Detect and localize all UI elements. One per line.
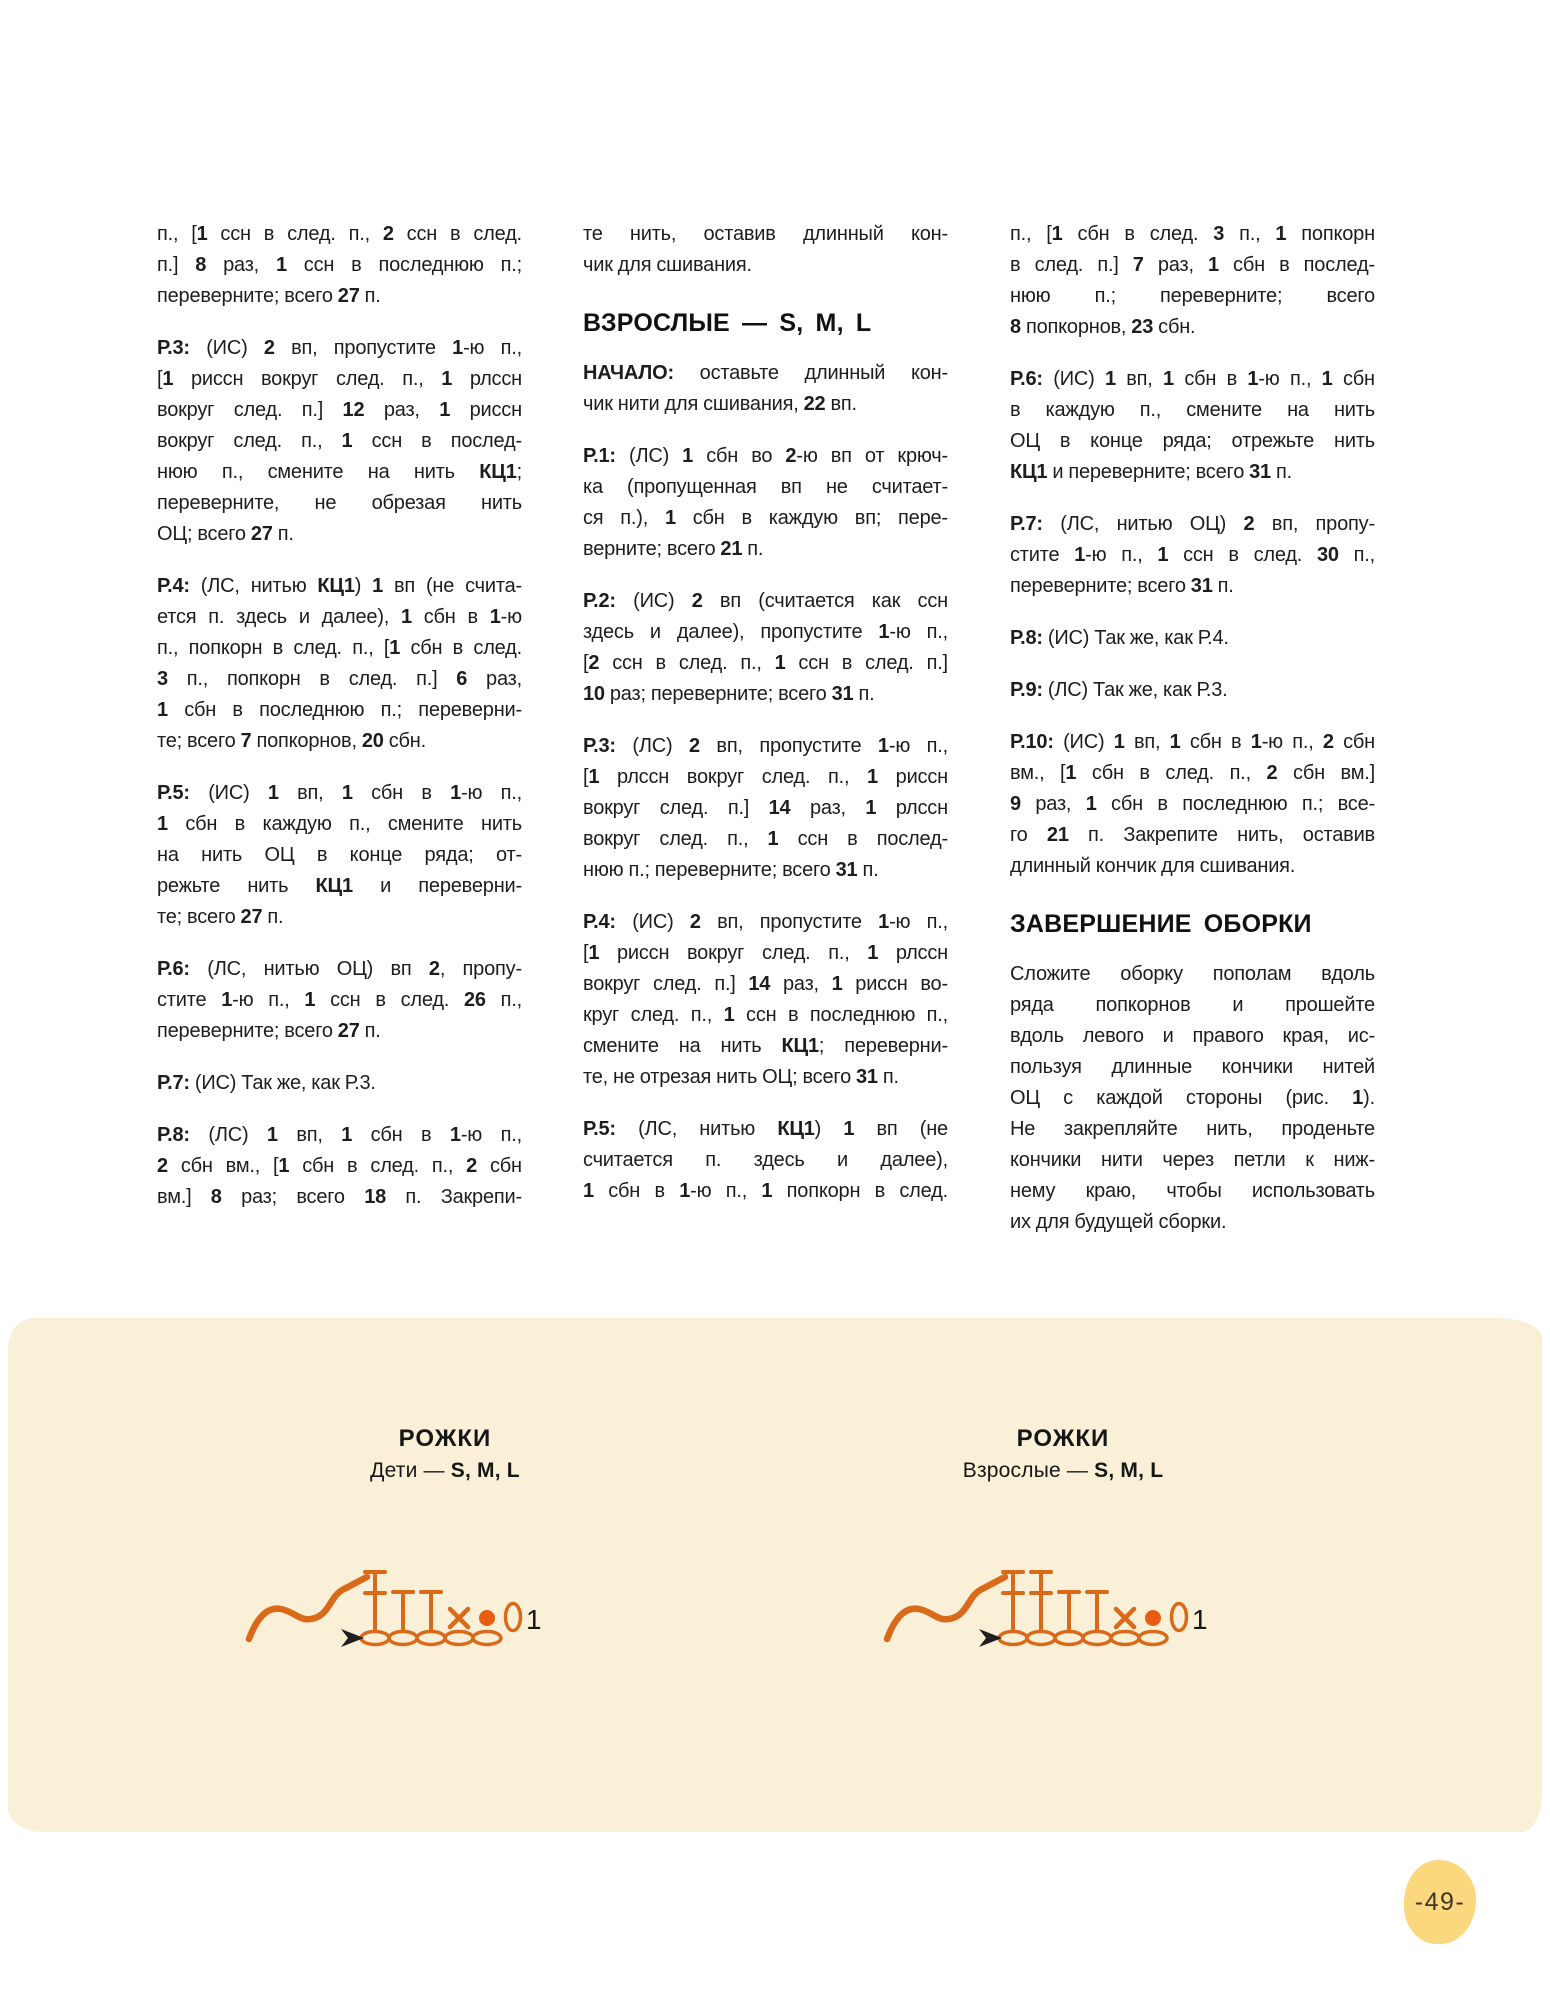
text-line: [1 риссн вокруг след. п., 1 рлссн [583, 942, 948, 964]
text-line: п., попкорн в след. п., [1 сбн в след. [157, 637, 522, 659]
subtitle-sizes: S, M, L [1094, 1459, 1164, 1482]
paragraph [157, 575, 522, 761]
half-double-crochet-symbol [393, 1592, 413, 1630]
text-line: КЦ1 и переверните; всего 31 п. [1010, 461, 1292, 483]
double-crochet-symbol [1031, 1572, 1051, 1630]
text-line: 1 сбн в 1-ю п., 1 попкорн в след. [583, 1180, 948, 1202]
subtitle-sizes: S, M, L [450, 1459, 520, 1482]
text-line: в каждую п., смените на нить [1010, 399, 1375, 421]
chain-stitch-symbol [445, 1632, 473, 1645]
text-line: Сложите оборку пополам вдоль [1010, 963, 1375, 985]
text-column-1 [157, 223, 522, 1238]
paragraph [583, 590, 948, 714]
text-line: те; всего 7 попкорнов, 20 сбн. [157, 730, 426, 752]
single-crochet-symbol [1116, 1609, 1134, 1627]
paragraph [1010, 963, 1375, 1242]
text-line: вокруг след. п.] 14 раз, 1 риссн во- [583, 973, 948, 995]
text-line: п., [1 ссн в след. п., 2 ссн в след. [157, 223, 522, 245]
text-line: Р.3: (ЛС) 2 вп, пропустите 1-ю п., [583, 735, 948, 757]
chain-stitch-symbol [1027, 1632, 1055, 1645]
half-double-crochet-symbol [1059, 1592, 1079, 1630]
crochet-chart [241, 1525, 601, 1665]
text-line: вокруг след. п., 1 ссн в послед- [157, 430, 522, 452]
text-line: Р.4: (ИС) 2 вп, пропустите 1-ю п., [583, 911, 948, 933]
text-line: 2 сбн вм., [1 сбн в след. п., 2 сбн [157, 1155, 522, 1177]
text-line: 9 раз, 1 сбн в последнюю п.; все- [1010, 793, 1375, 815]
text-line: длинный кончик для сшивания. [1010, 855, 1296, 877]
row-number: 1 [526, 1604, 542, 1635]
text-line: [1 риссн вокруг след. п., 1 рлссн [157, 368, 522, 390]
text-line: 10 раз; переверните; всего 31 п. [583, 683, 875, 705]
crochet-chart [879, 1525, 1239, 1665]
turning-chain-symbol [506, 1604, 521, 1631]
text-line: вдоль левого и правого края, ис- [1010, 1025, 1375, 1047]
text-line: те; всего 27 п. [157, 906, 284, 928]
text-line: переверните; всего 27 п. [157, 1020, 381, 1042]
text-line: п.] 8 раз, 1 ссн в последнюю п.; [157, 254, 522, 276]
row-start-arrow-icon [341, 1629, 364, 1647]
chain-stitch-symbol [1139, 1632, 1167, 1645]
paragraph [157, 1072, 522, 1103]
diagram-title: РОЖКИ [1016, 1425, 1110, 1452]
text-line: здесь и далее), пропустите 1-ю п., [583, 621, 948, 643]
turning-chain-symbol [1172, 1604, 1187, 1631]
text-line: переверните, не обрезая нить [157, 492, 522, 514]
text-line: 1 сбн в последнюю п.; переверни- [157, 699, 522, 721]
text-line: НАЧАЛО: оставьте длинный кон- [583, 362, 948, 384]
text-line: 3 п., попкорн в след. п.] 6 раз, [157, 668, 522, 690]
text-line: вм., [1 сбн в след. п., 2 сбн вм.] [1010, 762, 1375, 784]
subtitle-audience: Дети — [370, 1459, 451, 1482]
diagram-title: РОЖКИ [398, 1425, 492, 1452]
text-line: п., [1 сбн в след. 3 п., 1 попкорн [1010, 223, 1375, 245]
text-line: переверните; всего 27 п. [157, 285, 381, 307]
text-line: на нить ОЦ в конце ряда; от- [157, 844, 522, 866]
section-heading: ЗАВЕРШЕНИЕ ОБОРКИ [1010, 910, 1312, 938]
text-line: Р.2: (ИС) 2 вп (считается как ссн [583, 590, 948, 612]
text-line: го 21 п. Закрепите нить, оставив [1010, 824, 1375, 846]
text-line: вм.] 8 раз; всего 18 п. Закрепи- [157, 1186, 522, 1208]
text-line: переверните; всего 31 п. [1010, 575, 1234, 597]
text-line: чик нити для сшивания, 22 вп. [583, 393, 857, 415]
text-line: Не закрепляйте нить, проденьте [1010, 1118, 1375, 1140]
text-line: Р.6: (ИС) 1 вп, 1 сбн в 1-ю п., 1 сбн [1010, 368, 1375, 390]
slip-stitch-symbol [479, 1610, 495, 1626]
paragraph [583, 1118, 948, 1211]
paragraph [583, 223, 948, 285]
double-crochet-symbol [365, 1572, 385, 1630]
crochet-diagram-children [241, 1525, 601, 1665]
text-line: верните; всего 21 п. [583, 538, 764, 560]
text-line: Р.4: (ЛС, нитью КЦ1) 1 вп (не счита- [157, 575, 522, 597]
paragraph [583, 362, 948, 424]
text-line: пользуя длинные кончики нитей [1010, 1056, 1375, 1078]
text-line: Р.3: (ИС) 2 вп, пропустите 1-ю п., [157, 337, 522, 359]
text-line: ся п.), 1 сбн в каждую вп; пере- [583, 507, 948, 529]
text-line: Р.8: (ИС) Так же, как Р.4. [1010, 627, 1229, 649]
text-line: нему краю, чтобы использовать [1010, 1180, 1375, 1202]
text-line: Р.7: (ИС) Так же, как Р.3. [157, 1072, 376, 1094]
diagram-subtitle [878, 1459, 1248, 1483]
text-line: вокруг след. п.] 12 раз, 1 риссн [157, 399, 522, 421]
text-line: вокруг след. п.] 14 раз, 1 рлссн [583, 797, 948, 819]
diagram-panel [8, 1318, 1542, 1832]
text-line: Р.5: (ИС) 1 вп, 1 сбн в 1-ю п., [157, 782, 522, 804]
slip-stitch-symbol [1145, 1610, 1161, 1626]
text-line: Р.5: (ЛС, нитью КЦ1) 1 вп (не [583, 1118, 948, 1140]
diagram-heading-children [260, 1426, 630, 1483]
text-column-3 [1010, 223, 1375, 1263]
row-number: 1 [1192, 1604, 1208, 1635]
text-line: 8 попкорнов, 23 сбн. [1010, 316, 1196, 338]
text-line: Р.9: (ЛС) Так же, как Р.3. [1010, 679, 1228, 701]
text-line: ка (пропущенная вп не считает- [583, 476, 948, 498]
crochet-diagram-adults [879, 1525, 1239, 1665]
text-line: стите 1-ю п., 1 ссн в след. 26 п., [157, 989, 522, 1011]
text-line: смените на нить КЦ1; переверни- [583, 1035, 948, 1057]
text-line: Р.1: (ЛС) 1 сбн во 2-ю вп от крюч- [583, 445, 948, 467]
text-line: Р.7: (ЛС, нитью ОЦ) 2 вп, пропу- [1010, 513, 1375, 535]
paragraph [157, 958, 522, 1051]
chain-stitch-symbol [473, 1632, 501, 1645]
single-crochet-symbol [450, 1609, 468, 1627]
text-line: ОЦ; всего 27 п. [157, 523, 294, 545]
section-heading: ВЗРОСЛЫЕ — S, M, L [583, 309, 872, 337]
text-line: ОЦ с каждой стороны (рис. 1). [1010, 1087, 1375, 1109]
paragraph [583, 735, 948, 890]
chain-stitch-symbol [1083, 1632, 1111, 1645]
text-line: считается п. здесь и далее), [583, 1149, 948, 1171]
row-start-arrow-icon [979, 1629, 1002, 1647]
paragraph [157, 223, 522, 316]
chain-stitch-symbol [999, 1632, 1027, 1645]
text-line: в след. п.] 7 раз, 1 сбн в послед- [1010, 254, 1375, 276]
paragraph [1010, 679, 1375, 710]
chain-stitch-symbol [1111, 1632, 1139, 1645]
diagram-subtitle [260, 1459, 630, 1483]
paragraph [157, 1124, 522, 1217]
diagram-heading-adults [878, 1426, 1248, 1483]
paragraph [1010, 513, 1375, 606]
chain-stitch-symbol [389, 1632, 417, 1645]
text-line: Р.6: (ЛС, нитью ОЦ) вп 2, пропу- [157, 958, 522, 980]
paragraph [157, 337, 522, 554]
yarn-tail-icon [249, 1577, 367, 1639]
text-line: Р.10: (ИС) 1 вп, 1 сбн в 1-ю п., 2 сбн [1010, 731, 1375, 753]
text-line: нюю п., смените на нить КЦ1; [157, 461, 522, 483]
chain-stitch-symbol [417, 1632, 445, 1645]
text-line: круг след. п., 1 ссн в последнюю п., [583, 1004, 948, 1026]
paragraph [1010, 731, 1375, 886]
paragraph [583, 445, 948, 569]
half-double-crochet-symbol [1087, 1592, 1107, 1630]
text-line: ОЦ в конце ряда; отрежьте нить [1010, 430, 1375, 452]
double-crochet-symbol [1003, 1572, 1023, 1630]
paragraph [1010, 627, 1375, 658]
text-line: стите 1-ю п., 1 ссн в след. 30 п., [1010, 544, 1375, 566]
text-line: нюю п.; переверните; всего 31 п. [583, 859, 879, 881]
chain-stitch-symbol [1055, 1632, 1083, 1645]
text-line: их для будущей сборки. [1010, 1211, 1227, 1233]
paragraph [1010, 223, 1375, 347]
subtitle-audience: Взрослые — [962, 1459, 1095, 1482]
paragraph [583, 911, 948, 1097]
text-line: Р.8: (ЛС) 1 вп, 1 сбн в 1-ю п., [157, 1124, 522, 1146]
text-line: те нить, оставив длинный кон- [583, 223, 948, 245]
page-number: -49- [1414, 1887, 1466, 1916]
paragraph [157, 782, 522, 937]
paragraph [1010, 368, 1375, 492]
text-column-2 [583, 223, 948, 1232]
text-line: те, не отрезая нить ОЦ; всего 31 п. [583, 1066, 899, 1088]
text-line: [1 рлссн вокруг след. п., 1 риссн [583, 766, 948, 788]
text-line: ется п. здесь и далее), 1 сбн в 1-ю [157, 606, 522, 628]
text-line: нюю п.; переверните; всего [1010, 285, 1375, 307]
text-line: [2 ссн в след. п., 1 ссн в след. п.] [583, 652, 948, 674]
text-line: режьте нить КЦ1 и переверни- [157, 875, 522, 897]
text-line: ряда попкорнов и прошейте [1010, 994, 1375, 1016]
half-double-crochet-symbol [421, 1592, 441, 1630]
text-line: 1 сбн в каждую п., смените нить [157, 813, 522, 835]
text-line: кончики нити через петли к ниж- [1010, 1149, 1375, 1171]
text-line: вокруг след. п., 1 ссн в послед- [583, 828, 948, 850]
text-line: чик для сшивания. [583, 254, 752, 276]
page-number-badge [1404, 1860, 1476, 1944]
chain-stitch-symbol [361, 1632, 389, 1645]
yarn-tail-icon [887, 1577, 1005, 1639]
